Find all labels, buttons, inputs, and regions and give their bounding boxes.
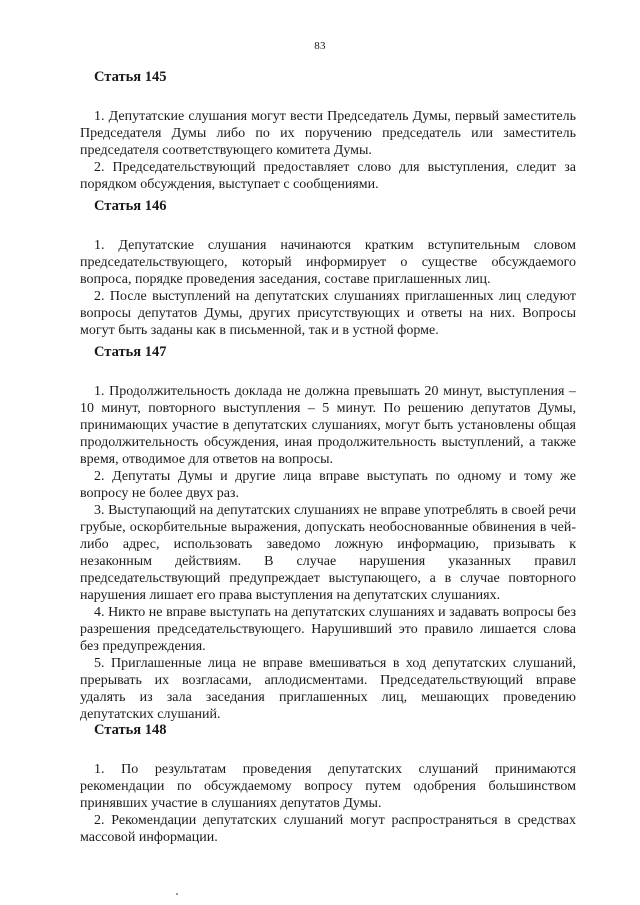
paragraph: 2. Депутаты Думы и другие лица вправе выступать по одному и тому же вопросу не более двух раз. [80,469,576,501]
page-number: 83 [314,40,326,52]
article-148 [80,721,576,846]
paragraph: 1. Депутатские слушания начинаются кратким вступительным словом председательствующего, который информирует о существе обсуждаемого вопроса, порядке проведения заседания, составе приглашенных лиц. [80,238,576,287]
paragraph: 2. Рекомендации депутатских слушаний могут распространяться в средствах массовой информации. [80,813,576,845]
paragraph: 1. По результатам проведения депутатских слушаний принимаются рекомендации по обсуждаемому вопросу путем одобрения большинством принявших участие в слушаниях депутатов Думы. [80,762,576,811]
article-147 [80,343,576,723]
article-146 [80,197,576,339]
paragraph: 2. После выступлений на депутатских слушаниях приглашенных лиц следуют вопросы депутатов Думы, других присутствующих и ответы на них. Вопросы могут быть заданы как в письменной, так и в устной форме. [80,289,576,338]
article-body [80,383,576,723]
paragraph: 1. Продолжительность доклада не должна превышать 20 минут, выступления – 10 минут, повторного выступления – 5 минут. По решению депутатов Думы, принимающих участие в депутатских слушаниях, могут быть установлены общая продолжительность обсуждения, иная продолжительность выступлений, а также время, отводимое для ответов на вопросы. [80,384,576,467]
paragraph: 3. Выступающий на депутатских слушаниях не вправе употреблять в своей речи грубые, оскорбительные выражения, допускать необоснованные обвинения в чей-либо адрес, использовать заведомо ложную информацию, призывать к незаконным действиям. В случае нарушения указанных правил председательствующий предупреждает выступающего, а в случае повторного нарушения лишает его права выступления на депутатских слушаниях. [80,503,576,603]
article-title: Статья 147 [94,344,167,360]
paragraph: 2. Председательствующий предоставляет слово для выступления, следит за порядком обсуждения, выступает с сообщениями. [80,160,576,192]
scan-speck [176,893,178,895]
article-145 [80,68,576,193]
article-title: Статья 148 [94,722,167,738]
article-body [80,761,576,846]
article-title: Статья 146 [94,198,167,214]
paragraph: 4. Никто не вправе выступать на депутатских слушаниях и задавать вопросы без разрешения председательствующего. Нарушивший это правило лишается слова без предупреждения. [80,605,576,654]
article-body [80,108,576,193]
article-title: Статья 145 [94,69,167,85]
article-body [80,237,576,339]
paragraph: 1. Депутатские слушания могут вести Председатель Думы, первый заместитель Председателя Думы либо по их поручению председатель или заместитель председателя соответствующего комитета Думы. [80,109,576,158]
paragraph: 5. Приглашенные лица не вправе вмешиваться в ход депутатских слушаний, прерывать их возгласами, аплодисментами. Председательствующий вправе удалять из зала заседания приглашенных лиц, мешающих проведению депутатских слушаний. [80,656,576,722]
